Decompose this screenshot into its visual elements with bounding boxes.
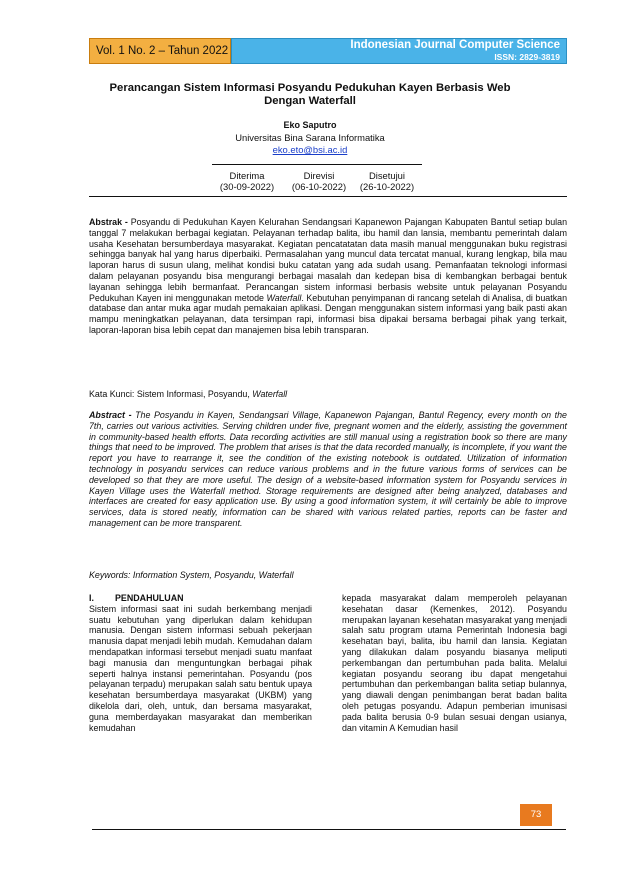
page-number: 73	[520, 804, 552, 826]
abstract-indonesian: Abstrak - Posyandu di Pedukuhan Kayen Kelurahan Sendangsari Kapanewon Pajangan Kabupaten Bantul setiap bulan tanggal 7 melakukan berbagai kegiatan. Pelayanan terhadap balita, ibu hamil dan lansia, membantu pemerintah dalam usaha Kesehatan bersumberdaya masyarakat. Kegiatan pencatatatan data masih manual menggunakan buku registrasi sehingga banyak hal yang harus diperbaiki. Permasalahan yang muncul data tercatat manual, kurang lengkap, bila mau laporan harus di susun ulang, melihat kondisi buku catatan yang ada sudah usang. Pemanfaatan teknologi informasi dalam pelayanan posyandu bisa mengurangi berbagai masalah dan kedepan bisa di kembangkan berbagai bentuk layanan sehingga lebih bermanfaat. Perancangan sistem informasi berbasis website untuk pelayanan Posyandu Pedukuhan Kayen ini menggunakan metode Waterfall. Kebutuhan penyimpanan di rancang setelah di Analisa, di buatkan database dan antar muka agar mudah pemakaian aplikasi. Dengan menggunakan sistem informasi yang baik pasti akan mampu meningkatkan pelayanan, data tersimpan rapi, informasi bisa dipakai bersama berbagai pihak yang terkait, laporan-laporan bisa lebih cepat dan manajemen bisa lebih transparan.	[89, 217, 568, 335]
footer-rule	[92, 829, 566, 830]
author-affiliation: Universitas Bina Sarana Informatika	[235, 132, 385, 143]
issn: ISSN: 2829-3819	[494, 52, 560, 62]
keywords-indonesian: Kata Kunci: Sistem Informasi, Posyandu, Waterfall	[89, 389, 288, 399]
keywords-english: Keywords: Information System, Posyandu, Waterfall	[89, 570, 294, 580]
author-name: Eko Saputro	[283, 120, 337, 130]
section-text-left: Sistem informasi saat ini sudah berkembang menjadi suatu kebutuhan yang diperlukan dalam kehidupan manusia. Dengan sistem informasi sebuah pekerjaan manusia dapat menjadi lebih mudah. Kemudahan dalam mendapatkan informasi tersebut menjadi suatu manfaat bagi manusia dan menguntungkan berbagai pihak seperti halnya instansi pemerintahan. Posyandu (pos pelayanan terpadu) merupakan salah satu bentuk upaya kesehatan bersumberdaya masyarakat (UKBM) yang dikelola dari, oleh, untuk, dan bersama masyarakat, guna memberdayakan masyarakat dan memberikan kemudahan	[89, 603, 312, 733]
date-accepted: Disetujui (26-10-2022)	[359, 170, 415, 192]
date-received: Diterima (30-09-2022)	[219, 170, 275, 192]
journal-header	[231, 38, 567, 64]
header-rule	[89, 196, 567, 197]
abstract-english: Abstract - The Posyandu in Kayen, Sendangsari Village, Kapanewon Pajangan, Bantul Regency, every month on the 7th, carries out various activities. Serving children under five, pregnant women and the elderly, assisting the government in community-based health efforts. Data recording activities are still manual using a registration book so there are many things that need to be improved. The problem that arises is that the data recorded manually, is incomplete, if you want the report you have to rearrange it, see the condition of the existing notebook is outdated. Utilization of information technology in posyandu services can reduce various problems and in the future various forms of services can be developed so that they are more useful. The design of a website-based information system for Posyandu services in Kayen Village uses the Waterfall method. Storage requirements are designed after being analyzed, databases and interfaces are created for easy application use. By using a good information system, it will certainly be able to improve services, data is stored neatly, information can be shared with various related parties, reports can be faster and management can be more transparent.	[89, 410, 567, 528]
section-text-right: kepada masyarakat dalam memperoleh pelayanan kesehatan dasar (Kemenkes, 2012). Posyandu merupakan layanan kesehatan masyarakat yang menjadi salah satu program utama Pemerintah Indonesia bagi kesehatan bayi, balita, ibu hamil dan lansia. Kegiatan yang dilakukan dalam posyandu biasanya meliputi perkembangan dan pertumbuhan pada balita. Melalui kegiatan posyandu seorang ibu dapat mengetahui pertumbuhan dan perkembangan balita setiap bulannya, yang diawali dengan penimbangan berat badan balita oleh petugas posyandu. Adapun pemberian imunisasi pada balita berusia 0-9 bulan sesuai dengan usianya, dan vitamin A Kemudian hasil	[342, 593, 567, 733]
section-heading: I. PENDAHULUAN	[89, 593, 184, 603]
body-left-column	[89, 593, 312, 733]
author-email-link[interactable]: eko.eto@bsi.ac.id	[272, 144, 348, 155]
paper-title: Perancangan Sistem Informasi Posyandu Pedukuhan Kayen Berbasis Web Dengan Waterfall	[109, 82, 511, 107]
body-right-column	[342, 593, 567, 733]
volume-label: Vol. 1 No. 2 – Tahun 2022	[89, 38, 231, 64]
date-revised: Direvisi (06-10-2022)	[291, 170, 347, 192]
dates-top-rule	[212, 164, 422, 165]
journal-name: Indonesian Journal Computer Science	[350, 39, 560, 51]
